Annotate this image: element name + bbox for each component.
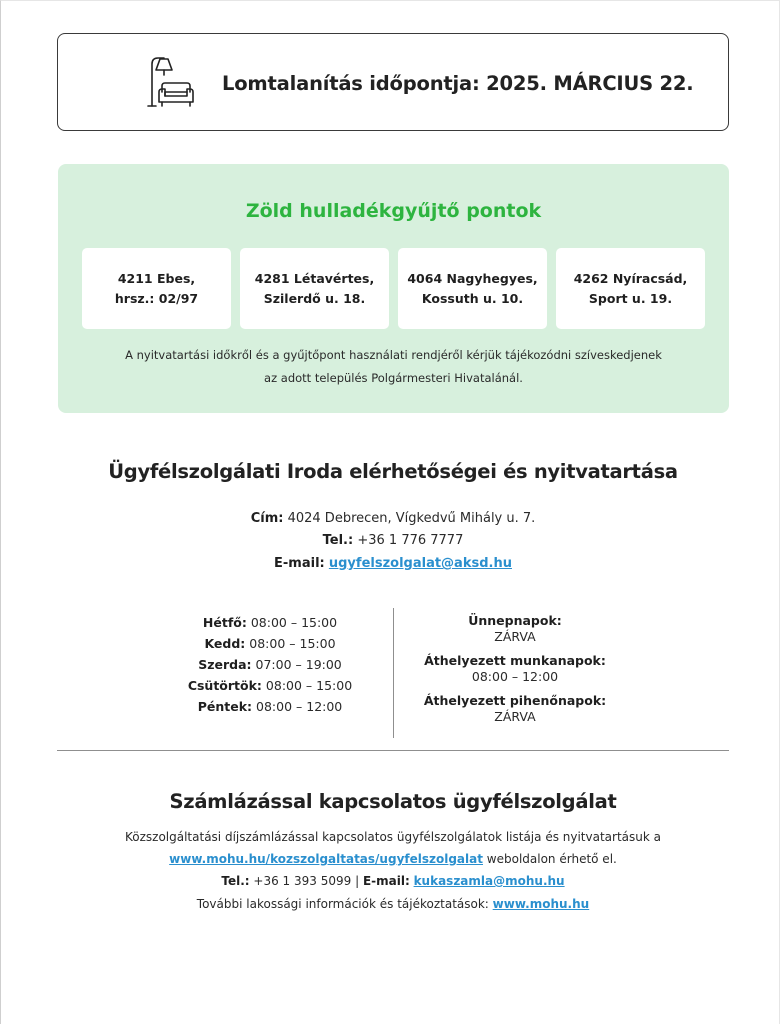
green-points-title: Zöld hulladékgyűjtő pontok (245, 200, 542, 222)
furniture-lamp-sofa-icon (142, 56, 198, 112)
point-line1: 4281 Létavértes, (254, 270, 375, 286)
phone-label: Tel.: (322, 533, 354, 548)
address-label: Cím: (250, 511, 284, 526)
green-point-card (398, 248, 547, 329)
day-time: 08:00 – 12:00 (256, 699, 343, 714)
point-line1: 4064 Nagyhegyes, (407, 270, 538, 286)
point-line2: Kossuth u. 10. (421, 290, 524, 306)
collection-date-title: Lomtalanítás időpontja: 2025. MÁRCIUS 22. (222, 72, 694, 95)
hours-row (170, 633, 370, 654)
day-time: 08:00 – 15:00 (265, 678, 353, 693)
office-phone (0, 533, 780, 548)
email-label: E-mail: (274, 556, 325, 571)
collection-date-banner (57, 33, 729, 131)
hours-row (170, 696, 370, 717)
billing-phone: +36 1 393 5099 (253, 874, 352, 888)
address-value: 4024 Debrecen, Vígkedvű Mihály u. 7. (287, 511, 536, 526)
point-line2: Szilerdő u. 18. (263, 290, 366, 306)
hours-divider (393, 608, 394, 738)
billing-phone-label: Tel.: (221, 874, 250, 888)
more-info-text: További lakossági információk és tájékoztatások: (196, 897, 489, 911)
billing-email-label: E-mail: (362, 874, 410, 888)
note-line: A nyitvatartási időkről és a gyűjtőpont használati rendjéről kérjük tájékozódni szíveskedjenek (125, 348, 662, 362)
point-line1: 4262 Nyíracsád, (573, 270, 688, 286)
hours-row (170, 612, 370, 633)
day-label: Péntek: (197, 699, 253, 714)
billing-email-link[interactable]: kukaszamla@mohu.hu (413, 874, 565, 888)
point-line2: hrsz.: 02/97 (114, 290, 199, 306)
special-value: ZÁRVA (494, 709, 536, 724)
green-waste-points-panel (58, 164, 729, 413)
point-line1: 4211 Ebes, (117, 270, 196, 286)
point-line2: Sport u. 19. (588, 290, 673, 306)
day-label: Csütörtök: (187, 678, 262, 693)
office-address (0, 511, 780, 526)
special-hours-list (410, 613, 620, 733)
mohu-website-link[interactable]: www.mohu.hu (492, 897, 590, 911)
office-email (0, 556, 780, 571)
special-label: Áthelyezett pihenőnapok: (423, 693, 607, 708)
billing-link-suffix: weboldalon érhető el. (482, 852, 617, 866)
more-info-line (0, 897, 780, 911)
billing-website-link[interactable]: www.mohu.hu/kozszolgaltatas/ugyfelszolgalat (169, 852, 483, 866)
day-label: Hétfő: (202, 615, 247, 630)
special-value: ZÁRVA (494, 629, 536, 644)
billing-link-line (0, 852, 780, 866)
day-time: 08:00 – 15:00 (250, 615, 338, 630)
billing-info-line: Közszolgáltatási díjszámlázással kapcsolatos ügyfélszolgálatok listája és nyitvatartásuk a (124, 830, 661, 844)
day-time: 07:00 – 19:00 (255, 657, 342, 672)
day-label: Kedd: (204, 636, 246, 651)
special-label: Áthelyezett munkanapok: (424, 653, 606, 668)
green-point-card (556, 248, 705, 329)
green-point-card (240, 248, 389, 329)
opening-hours-list (170, 612, 370, 717)
special-value: 08:00 – 12:00 (471, 669, 559, 684)
phone-value: +36 1 776 7777 (357, 533, 464, 548)
hours-row (170, 654, 370, 675)
note-line: az adott település Polgármesteri Hivatalánál. (264, 371, 523, 385)
green-points-note (58, 344, 729, 390)
day-time: 08:00 – 15:00 (249, 636, 336, 651)
special-label: Ünnepnapok: (468, 613, 562, 628)
office-section-title: Ügyfélszolgálati Iroda elérhetőségei és nyitvatartása (108, 460, 678, 483)
billing-section-title: Számlázással kapcsolatos ügyfélszolgálat (169, 790, 617, 813)
billing-separator: | (351, 874, 363, 888)
billing-contact-line (0, 874, 780, 888)
day-label: Szerda: (198, 657, 252, 672)
hours-row (170, 675, 370, 696)
office-email-link[interactable]: ugyfelszolgalat@aksd.hu (328, 556, 512, 571)
green-point-card (82, 248, 231, 329)
section-divider (57, 750, 729, 751)
